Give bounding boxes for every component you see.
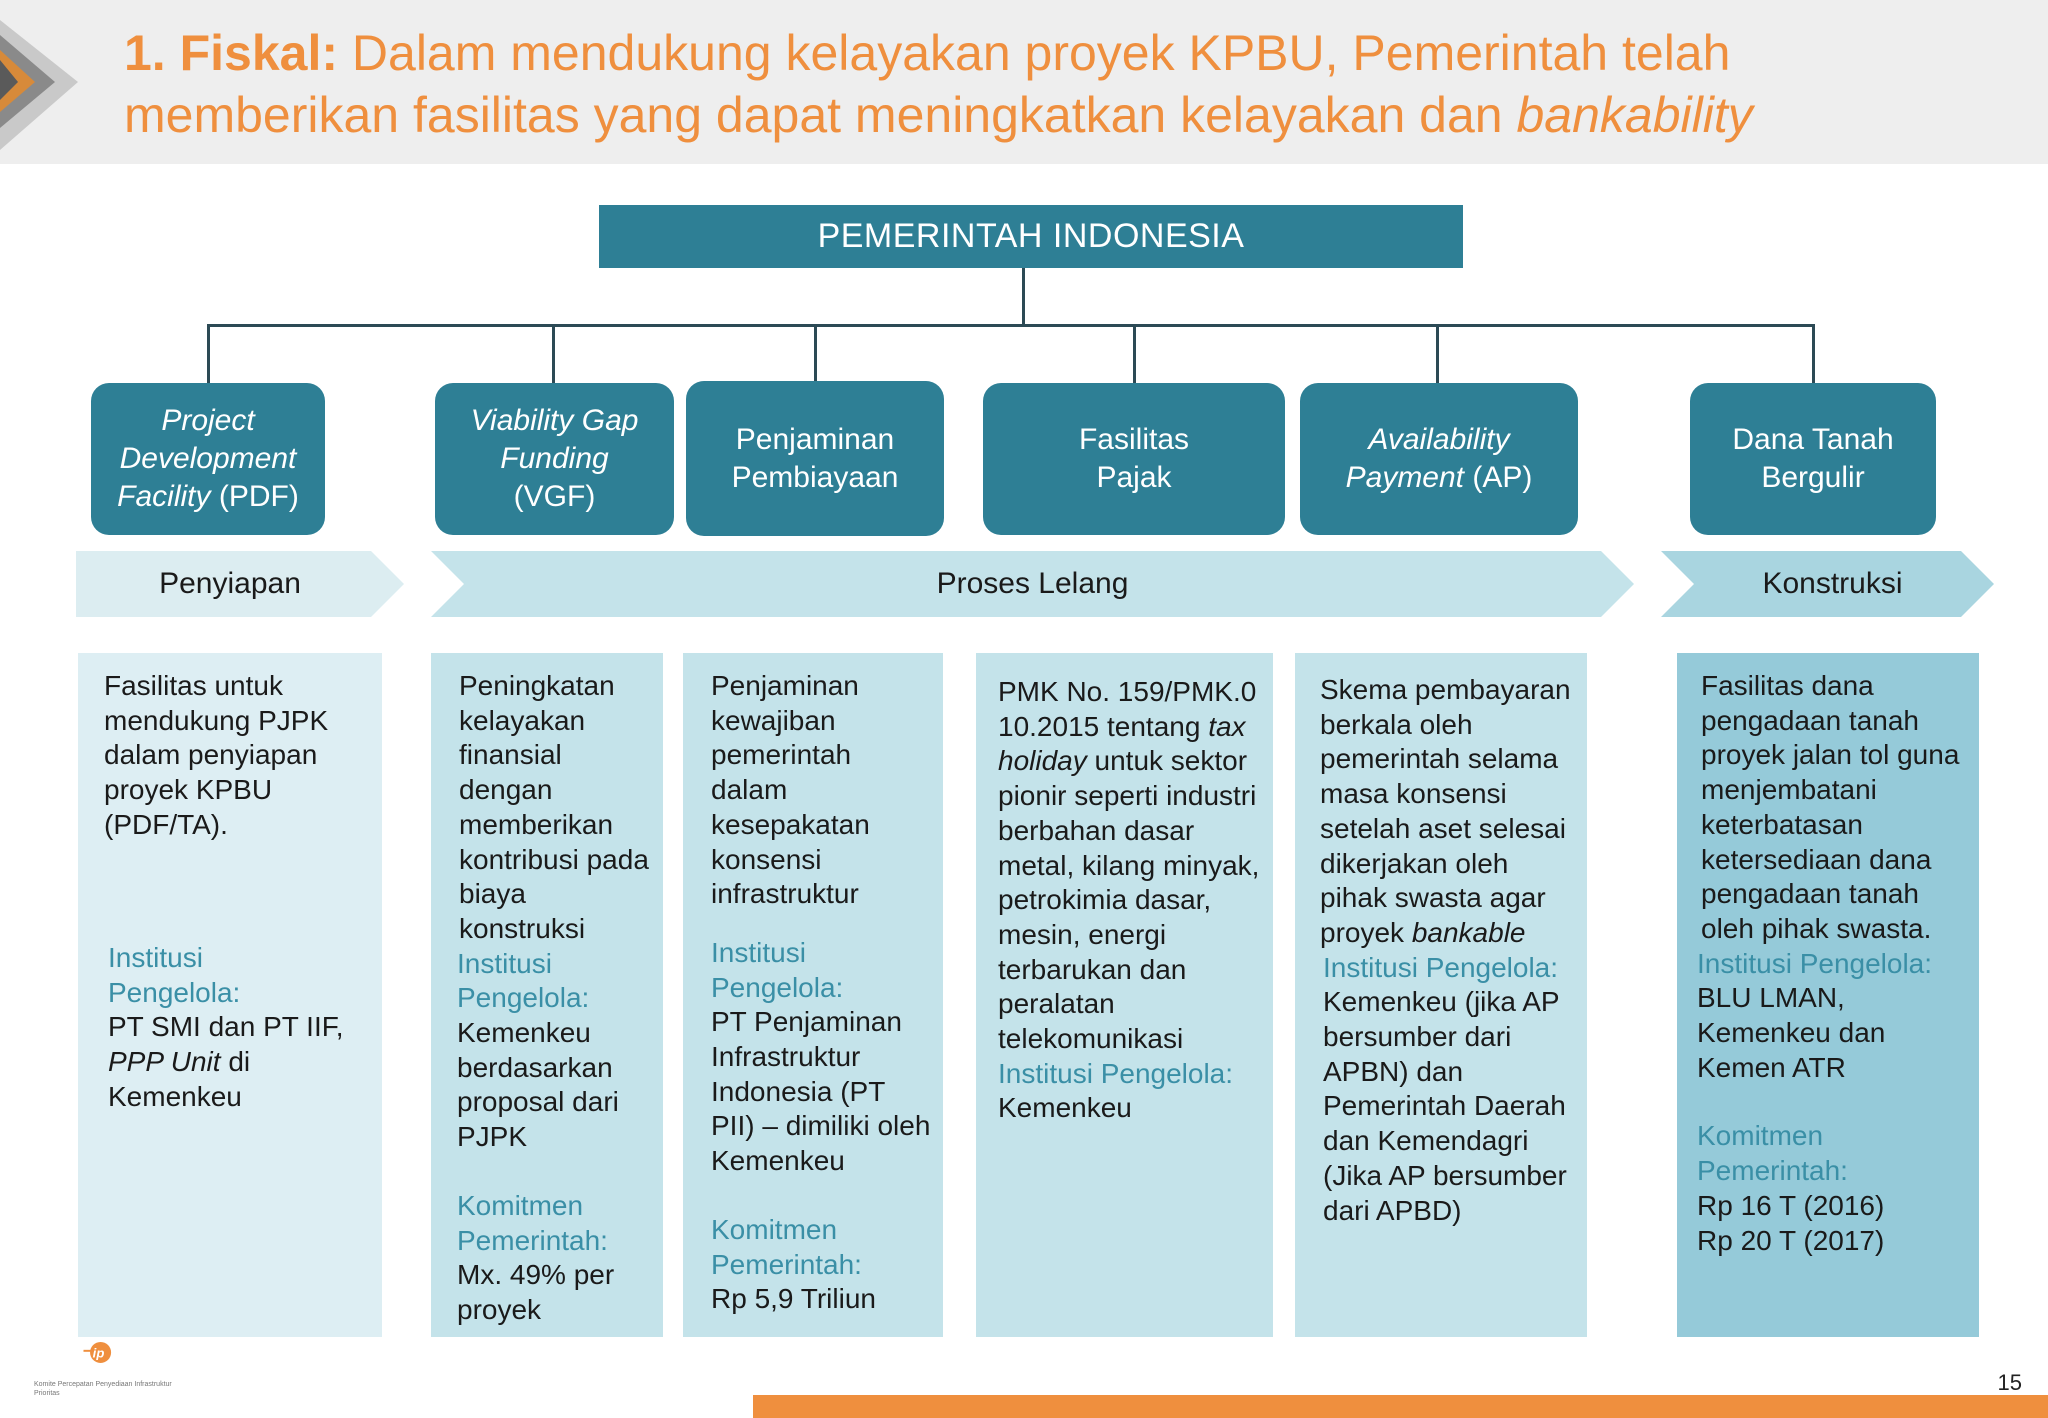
panel-pdf-inst-italic: PPP Unit xyxy=(108,1046,221,1078)
facility-vgf-plain: (VGF) xyxy=(513,480,596,513)
connector-drop-3 xyxy=(814,324,817,382)
panel-ap-inst: Kemenkeu (jika AP bersumber dari APBN) dan Pemerintah Daerah dan Kemendagri (Jika AP bersumber dari APBD) xyxy=(1323,986,1567,1226)
panel-pajak-desc-a: PMK No. 159/PMK.010.2015 tentang xyxy=(998,676,1257,742)
facility-pdf-plain: (PDF) xyxy=(218,480,299,513)
panel-vgf-komit: Mx. 49% per proyek xyxy=(457,1259,615,1325)
page-number: 15 xyxy=(1997,1370,2022,1395)
facility-dana-tanah xyxy=(1690,383,1936,535)
panel-pdf-inst xyxy=(108,1010,368,1114)
panel-pajak-inst-label: Institusi Pengelola: xyxy=(998,1057,1234,1089)
panel-pdf-inst-label: Institusi Pengelola: xyxy=(108,942,241,1008)
title-italic: bankability xyxy=(1516,87,1753,143)
page-title xyxy=(124,22,2024,146)
panel-dana-tanah-komit-1: Rp 16 T (2016) xyxy=(1697,1189,1885,1221)
facility-penjaminan-label: Penjaminan Pembiayaan xyxy=(731,422,899,494)
title-line-1: Dalam mendukung kelayakan proyek KPBU, Pemerintah telah xyxy=(351,25,1731,81)
facility-pajak-label: Fasilitas Pajak xyxy=(1078,423,1190,494)
facility-pajak xyxy=(983,383,1285,535)
facility-pdf xyxy=(91,383,325,535)
panel-penjaminan xyxy=(683,653,943,1337)
stage-konstruksi-label: Konstruksi xyxy=(1762,567,1903,600)
panel-penjaminan-inst: PT Penjaminan Infrastruktur Indonesia (PT PII) – dimiliki oleh Kemenkeu xyxy=(711,1006,931,1177)
title-bold: 1. Fiskal: xyxy=(124,25,338,81)
kppip-logo xyxy=(34,1338,154,1384)
panel-pajak-inst: Kemenkeu xyxy=(998,1092,1132,1124)
panel-dana-tanah xyxy=(1677,653,1979,1337)
panel-penjaminan-desc: Penjaminan kewajiban pemerintah dalam kesepakatan konsensi infrastruktur xyxy=(711,670,870,910)
panel-ap-inst-label: Institusi Pengelola: xyxy=(1323,951,1559,983)
facility-pdf-italic: Project Development Facility xyxy=(117,404,297,513)
connector-drop-2 xyxy=(552,324,555,384)
panel-ap-desc xyxy=(1320,673,1581,951)
panel-pdf-desc: Fasilitas untuk mendukung PJPK dalam penyiapan proyek KPBU (PDF/TA). xyxy=(104,670,329,840)
facility-vgf-italic: Viability Gap Funding xyxy=(470,404,639,475)
panel-dana-tanah-desc: Fasilitas dana pengadaan tanah proyek jalan tol guna menjembatani keterbatasan ketersediaan dana pengadaan tanah oleh pihak swasta. xyxy=(1701,670,1960,944)
facility-ap-italic: Availability Payment xyxy=(1345,423,1510,494)
connector-trunk xyxy=(1022,268,1025,325)
stage-proses-lelang xyxy=(431,551,1634,617)
panel-pdf xyxy=(78,653,382,1337)
panel-vgf xyxy=(431,653,663,1337)
stage-konstruksi xyxy=(1661,551,1994,617)
title-line-2: memberikan fasilitas yang dapat meningkatkan kelayakan dan xyxy=(124,87,1503,143)
panel-vgf-inst-label: Institusi Pengelola: xyxy=(457,947,590,1014)
panel-dana-tanah-komit-2: Rp 20 T (2017) xyxy=(1697,1224,1885,1256)
facility-ap-plain: (AP) xyxy=(1472,461,1533,494)
panel-pajak-desc-b: untuk sektor pionir seperti industri berbahan dasar metal, kilang minyak, petrokimia dasar, mesin, energi terbarukan dan peralatan telekomunikasi xyxy=(998,745,1260,1055)
panel-vgf-inst: Kemenkeu berdasarkan proposal dari PJPK xyxy=(457,1017,619,1153)
facility-dana-tanah-label: Dana Tanah Bergulir xyxy=(1732,423,1894,494)
stage-penyiapan-label: Penyiapan xyxy=(159,567,301,600)
facility-vgf xyxy=(435,383,674,535)
connector-drop-1 xyxy=(207,324,210,384)
panel-penjaminan-komit: Rp 5,9 Triliun xyxy=(711,1283,876,1315)
connector-drop-5 xyxy=(1436,324,1439,384)
panel-pajak-desc-italic: tax holiday xyxy=(998,710,1246,777)
connector-horizontal xyxy=(207,324,1814,327)
facility-penjaminan xyxy=(686,381,944,536)
stage-proses-lelang-label: Proses Lelang xyxy=(936,567,1129,600)
panel-pajak-desc xyxy=(998,675,1265,1057)
panel-ap-desc-text: Skema pembayaran berkala oleh pemerintah selama masa konsensi setelah aset selesai dikerjakan oleh pihak swasta agar proyek xyxy=(1320,674,1571,948)
panel-vgf-komit-label: Komitmen Pemerintah: xyxy=(457,1189,608,1256)
panel-penjaminan-komit-label: Komitmen Pemerintah: xyxy=(711,1213,862,1280)
panel-dana-tanah-inst: BLU LMAN, Kemenkeu dan Kemen ATR xyxy=(1697,982,1886,1083)
corner-logo-graphic xyxy=(0,0,86,164)
stage-penyiapan xyxy=(76,551,404,617)
panel-pdf-inst-b: di Kemenkeu xyxy=(108,1046,251,1112)
root-node-pemerintah: PEMERINTAH INDONESIA xyxy=(599,205,1463,268)
connector-drop-6 xyxy=(1812,324,1815,384)
panel-pdf-inst-a: PT SMI dan PT IIF, xyxy=(108,1011,344,1043)
facility-ap xyxy=(1300,383,1578,535)
panel-pajak xyxy=(976,653,1273,1337)
panel-ap-desc-italic: bankable xyxy=(1411,916,1526,948)
panel-dana-tanah-inst-label: Institusi Pengelola: xyxy=(1697,947,1933,979)
kppip-org-name: Komite Percepatan Penyediaan Infrastruktur Prioritas xyxy=(34,1381,172,1397)
panel-ap xyxy=(1295,653,1587,1337)
panel-penjaminan-inst-label: Institusi Pengelola: xyxy=(711,936,844,1003)
connector-drop-4 xyxy=(1133,324,1136,384)
panel-dana-tanah-komit-label: Komitmen Pemerintah: xyxy=(1697,1120,1848,1187)
svg-text:ip: ip xyxy=(92,1345,105,1361)
panel-vgf-desc: Peningkatan kelayakan finansial dengan memberikan kontribusi pada biaya konstruksi xyxy=(459,670,649,944)
bottom-accent-bar xyxy=(753,1395,2048,1418)
